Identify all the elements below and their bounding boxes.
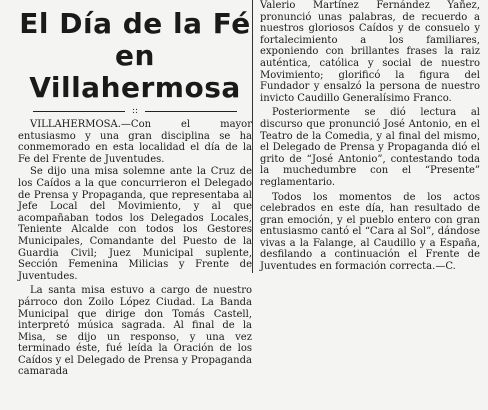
ornament-rule-left: [33, 111, 125, 112]
paragraph-intro: VILLAHERMOSA.—Con el mayor entusiasmo y una gran disciplina se ha conmemorado en esta localidad el día de la Fe del Frente de Juventudes.: [18, 119, 252, 165]
paragraph-reading: Posteriormente se dió lectura al discurso que pronunció José Antonio, en el Teatro de la Comedia, y al final del mismo, el Delegado de Prensa y Propaganda dió el grito de “José Antonio”, contestando toda la muchedumbre con el “Presente” reglamentario.: [260, 107, 480, 188]
ornament-rule-right: [145, 111, 237, 112]
paragraph-closing: Todos los momentos de los actos celebrados en este día, han resultado de gran emoción, y el pueblo entero con gran entusiasmo cantó el “Cara al Sol”, dándose vivas a la Falange, al Caudillo y a España, desfilando a continuación el Frente de Juventudes en formación correcta.—C.: [260, 191, 480, 273]
left-column: [18, 0, 252, 378]
paragraph-speech: Valerio Martínez Fernández Yañez, pronunció unas palabras, de recuerdo a nuestros gloriosos Caídos y de consuelo y fortalecimiento a los familiares, exponiendo con brillantes frases la raiz auténtica, católica y social de nuestro Movimiento; glorificó la figura del Fundador y ensalzó la persona de nuestro invicto Caudillo Generalísimo Franco.: [260, 0, 480, 104]
headline-line-2: en Villahermosa: [29, 39, 241, 104]
headline-line-1: El Día de la Fé: [19, 7, 251, 40]
title-ornament: [18, 104, 252, 117]
headline: [18, 8, 252, 104]
right-column: [252, 0, 480, 273]
ornament-mark: ::: [131, 106, 139, 116]
paragraph-mass: Se dijo una misa solemne ante la Cruz de los Caídos a la que concurrieron el Delegado de Prensa y Propaganda, que representaba al Jefe Local del Movimiento, y al que acompañaban todos los Delegados Locales, Teniente Alcalde con todos los Gestores Municipales, Comandante del Puesto de la Guardia Civil; Juez Municipal suplente, Sección Femenina Milicias y Frente de Juventudes.: [18, 166, 252, 282]
paragraph-priest: La santa misa estuvo a cargo de nuestro párroco don Zoilo López Ciudad. La Banda Municipal que dirige don Tomás Castell, interpretó música sagrada. Al final de la Misa, se dijo un responso, y una vez terminado éste, fué leída la Oración de los Caídos y el Delegado de Prensa y Propaganda camarada: [18, 285, 252, 378]
